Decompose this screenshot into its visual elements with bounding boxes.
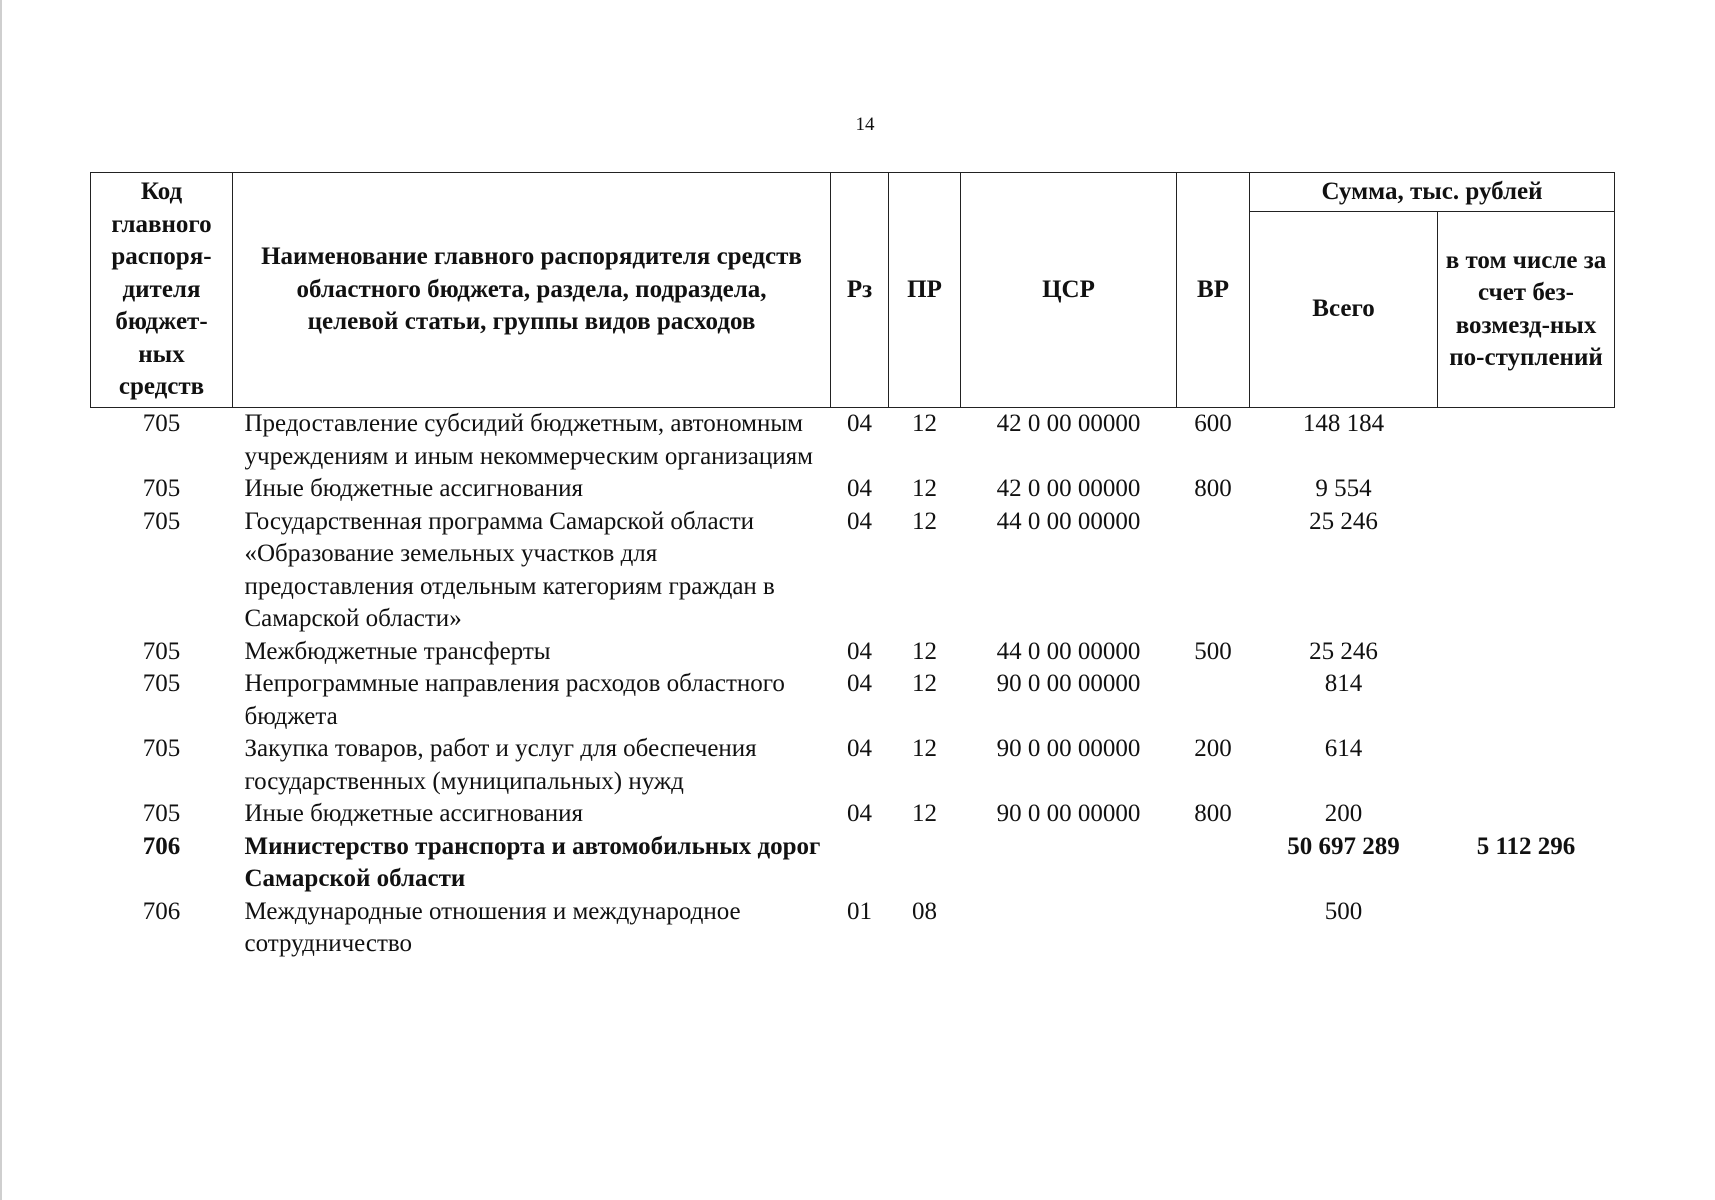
cell-total: 25 246 <box>1309 637 1378 665</box>
cell-free <box>1438 408 1615 474</box>
cell-vr: 200 <box>1194 735 1232 762</box>
cell-code: 705 <box>142 800 181 827</box>
cell-name: Министерство транспорта и автомобильных дорог Самарской области <box>244 832 821 892</box>
cell-free <box>1438 636 1615 669</box>
cell-pr: 12 <box>912 475 937 502</box>
header-pr: ПР <box>889 173 961 408</box>
cell-name: Непрограммные направления расходов областного бюджета <box>244 670 785 730</box>
table-row <box>91 668 1615 733</box>
cell-vr <box>1177 506 1250 636</box>
table-row <box>91 636 1615 669</box>
cell-rz: 04 <box>847 735 872 762</box>
cell-code: 705 <box>142 410 181 437</box>
cell-code: 705 <box>142 475 181 502</box>
cell-csr: 90 0 00 00000 <box>996 670 1141 697</box>
table-row <box>91 733 1615 798</box>
page-number: 14 <box>855 114 875 135</box>
cell-vr: 500 <box>1194 637 1232 665</box>
cell-free <box>1438 473 1615 506</box>
cell-name: Закупка товаров, работ и услуг для обеспечения государственных (муниципальных) нужд <box>244 735 757 795</box>
cell-vr <box>1177 831 1250 896</box>
header-code: Код главного распоря-дителя бюджет-ных средств <box>91 173 233 408</box>
header-rz: Рз <box>831 173 889 408</box>
cell-free <box>1438 896 1615 961</box>
table-row <box>91 798 1615 831</box>
cell-total: 614 <box>1324 735 1363 762</box>
cell-name: Государственная программа Самарской области «Образование земельных участков для предоставления отдельным категориям граждан в Самарской области» <box>244 507 775 632</box>
cell-free <box>1438 798 1615 831</box>
cell-rz: 04 <box>847 637 872 665</box>
cell-csr: 42 0 00 00000 <box>996 410 1141 437</box>
cell-total: 200 <box>1324 800 1363 827</box>
cell-rz: 04 <box>847 670 872 697</box>
cell-pr: 12 <box>912 410 937 437</box>
cell-name: Предоставление субсидий бюджетным, автономным учреждениям и иным некоммерческим организациям <box>244 410 813 470</box>
cell-pr: 12 <box>912 735 937 762</box>
cell-vr <box>1177 668 1250 733</box>
table-row <box>91 408 1615 474</box>
cell-free: 5 112 296 <box>1476 832 1576 860</box>
cell-pr <box>889 831 961 896</box>
cell-total: 9 554 <box>1315 475 1372 502</box>
cell-pr: 08 <box>912 897 937 925</box>
cell-rz: 01 <box>847 897 872 925</box>
header-total: Всего <box>1250 212 1438 408</box>
header-row <box>91 173 1615 212</box>
cell-csr: 42 0 00 00000 <box>996 475 1141 502</box>
table-row <box>91 896 1615 961</box>
cell-csr: 90 0 00 00000 <box>996 735 1141 762</box>
cell-total: 814 <box>1324 670 1363 697</box>
cell-name: Международные отношения и международное сотрудничество <box>244 897 741 957</box>
header-name: Наименование главного распорядителя средств областного бюджета, раздела, подраздела, целевой статьи, группы видов расходов <box>233 173 831 408</box>
cell-free <box>1438 506 1615 636</box>
cell-code: 705 <box>142 507 181 535</box>
table-body <box>91 408 1615 961</box>
cell-code: 705 <box>142 637 181 665</box>
cell-csr <box>961 896 1177 961</box>
cell-rz <box>831 831 889 896</box>
cell-name: Межбюджетные трансферты <box>244 637 551 665</box>
cell-code: 706 <box>142 832 181 860</box>
cell-vr: 800 <box>1194 800 1232 827</box>
table-row <box>91 506 1615 636</box>
header-free: в том числе за счет без-возмезд-ных по-ступлений <box>1438 212 1615 408</box>
cell-csr: 90 0 00 00000 <box>996 800 1141 827</box>
page-edge <box>0 0 2 1200</box>
cell-csr: 44 0 00 00000 <box>996 507 1141 535</box>
cell-pr: 12 <box>912 670 937 697</box>
cell-total: 500 <box>1324 897 1363 925</box>
cell-csr <box>961 831 1177 896</box>
cell-total: 148 184 <box>1302 410 1385 437</box>
cell-csr: 44 0 00 00000 <box>996 637 1141 665</box>
cell-free <box>1438 733 1615 798</box>
header-vr: ВР <box>1177 173 1250 408</box>
budget-table <box>90 172 1615 961</box>
header-csr: ЦСР <box>961 173 1177 408</box>
cell-rz: 04 <box>847 507 872 535</box>
cell-pr: 12 <box>912 637 937 665</box>
cell-rz: 04 <box>847 800 872 827</box>
cell-code: 705 <box>142 735 181 762</box>
cell-rz: 04 <box>847 475 872 502</box>
cell-pr: 12 <box>912 800 937 827</box>
cell-vr: 600 <box>1194 410 1232 437</box>
cell-total: 25 246 <box>1309 507 1378 535</box>
header-sum-group: Сумма, тыс. рублей <box>1250 173 1615 212</box>
cell-rz: 04 <box>847 410 872 437</box>
cell-vr: 800 <box>1194 475 1232 502</box>
cell-name: Иные бюджетные ассигнования <box>244 475 584 502</box>
cell-name: Иные бюджетные ассигнования <box>244 800 584 827</box>
cell-vr <box>1177 896 1250 961</box>
table-row <box>91 473 1615 506</box>
cell-pr: 12 <box>912 507 937 535</box>
cell-total: 50 697 289 <box>1287 832 1400 860</box>
cell-code: 706 <box>142 897 181 925</box>
cell-code: 705 <box>142 670 181 697</box>
table-row-ministry <box>91 831 1615 896</box>
cell-free <box>1438 668 1615 733</box>
